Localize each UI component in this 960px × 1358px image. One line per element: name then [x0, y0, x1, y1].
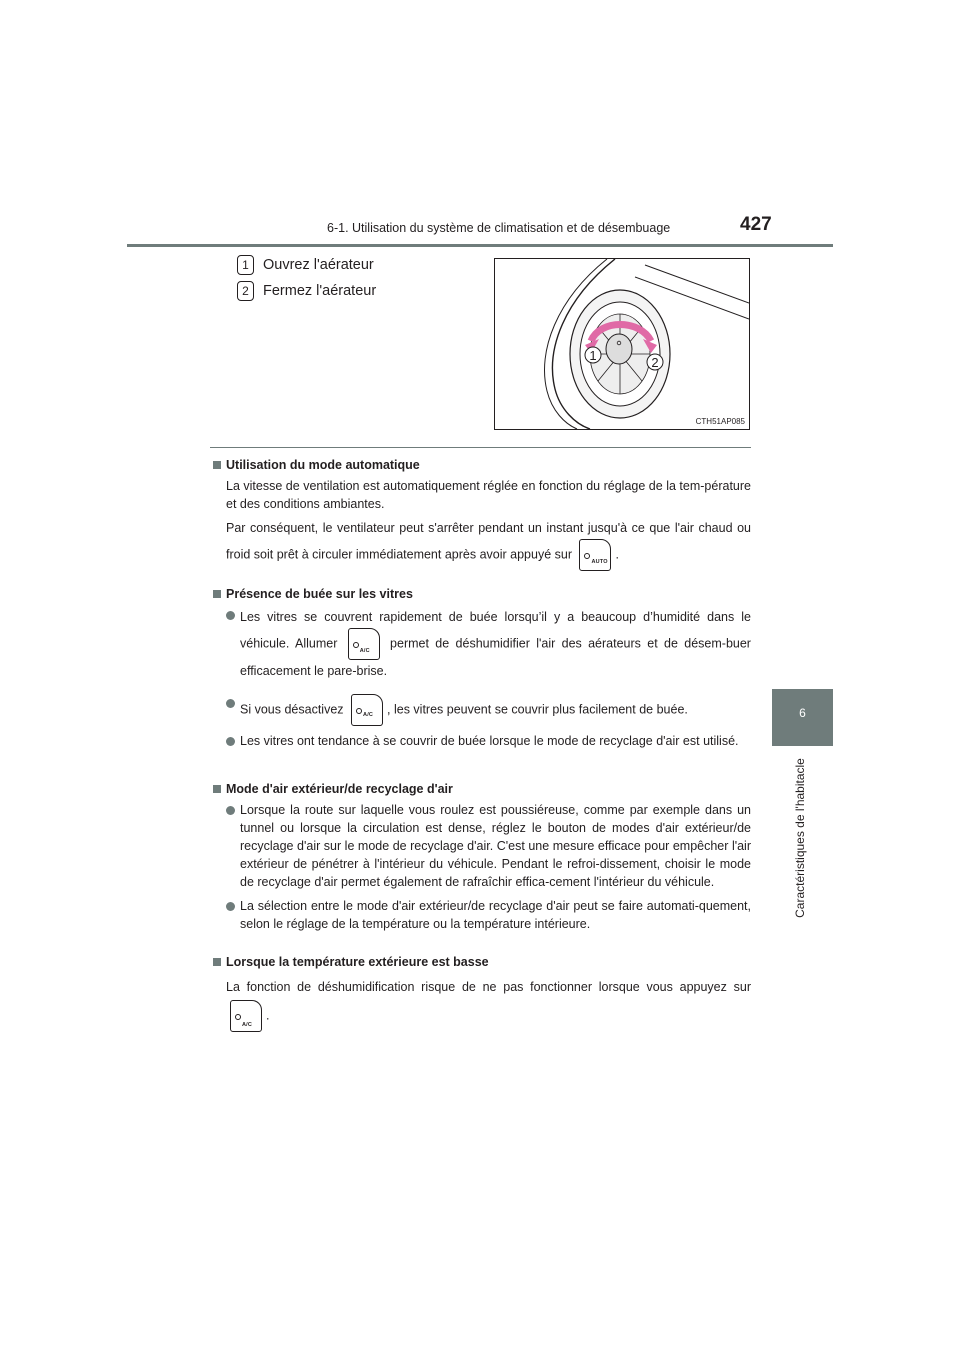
header-rule: [127, 244, 833, 247]
section-divider: [210, 447, 751, 448]
recirc-bullet-1: Lorsque la route sur laquelle vous roulez est poussiéreuse, comme par exemple dans un tunnel ou lorsque la circulation est dense, réglez le bouton de modes d'air extérieur/de recyclage d'air sur le mode de recyclage d'air. C'est une mesure efficace pour empêcher l'air extérieur de pénétrer à l'intérieur du véhicule. Pendant le refroi-dissement, choisir le mode de recyclage d'air permet également de rafraîchir effica-cement l'intérieur du véhicule.: [210, 801, 751, 891]
chapter-label-text: Caractéristiques de l'habitacle: [793, 758, 807, 918]
ac-button-icon-2: [351, 694, 383, 726]
step-1-text: Ouvrez l'aérateur: [263, 256, 374, 273]
ac-button-label-2: A/C: [363, 712, 374, 718]
section-title: 6-1. Utilisation du système de climatisation et de désembuage: [327, 221, 671, 235]
heading-low-temperature: Lorsque la température extérieure est basse: [210, 953, 751, 971]
fog-bullet-2: [210, 694, 751, 726]
vent-illustration: [494, 258, 750, 430]
heading-recirculation: Mode d'air extérieur/de recyclage d'air: [210, 780, 751, 798]
low-temp-paragraph: [210, 974, 751, 1032]
auto-mode-paragraph-2: [210, 517, 751, 571]
page-number: 427: [740, 214, 772, 235]
callout-2: 2: [651, 355, 659, 370]
section-fog: [210, 585, 751, 750]
section-low-temperature: [210, 953, 751, 1032]
ac-button-label: A/C: [359, 648, 370, 654]
heading-auto-mode: Utilisation du mode automatique: [210, 456, 751, 474]
low-temp-paragraph-text: La fonction de déshumidification risque de ne pas fonctionner lorsque vous appuyez sur: [226, 980, 751, 994]
section-auto-mode: [210, 456, 751, 571]
chapter-number: 6: [799, 706, 806, 720]
vent-drawing: [495, 259, 749, 429]
step-2-text: Fermez l'aérateur: [263, 282, 377, 299]
fog-bullet-3: Les vitres ont tendance à se couvrir de buée lorsque le mode de recyclage d'air est utilisé.: [210, 732, 751, 750]
auto-mode-paragraph-1: La vitesse de ventilation est automatiquement réglée en fonction du réglage de la tem-pérature et des conditions ambiantes.: [226, 479, 751, 511]
step-2-badge: 2: [237, 281, 254, 301]
fog-bullet-2-text-end: , les vitres peuvent se couvrir plus facilement de buée.: [387, 702, 688, 717]
ac-button-label-3: A/C: [242, 1022, 253, 1028]
step-2: [237, 281, 376, 301]
recirc-bullet-2: La sélection entre le mode d'air extérieur/de recyclage d'air peut se faire automati-quement, selon le réglage de la température ou la température intérieure.: [210, 897, 751, 933]
figure-code: CTH51AP085: [695, 417, 745, 426]
section-recirculation: [210, 780, 751, 933]
fog-bullet-1-text: Les vitres se couvrent rapidement de buée lorsqu’il y a beaucoup d’humidité dans le véhicule. Allumer: [240, 610, 751, 651]
chapter-label: [780, 750, 820, 930]
auto-button-label: AUTO: [591, 559, 608, 565]
ac-button-icon-3: [230, 1000, 262, 1032]
auto-mode-paragraph-2-end: .: [615, 547, 619, 562]
auto-button-icon: [579, 539, 611, 571]
fog-bullet-1: [210, 606, 751, 682]
ac-button-icon: [348, 628, 380, 660]
chapter-tab: [772, 689, 833, 746]
fog-bullet-1-text-end: permet de déshumidifier l'air des aérateurs et de désem-buer efficacement le pare-brise.: [240, 636, 751, 678]
low-temp-paragraph-end: .: [266, 1008, 270, 1023]
heading-fog: Présence de buée sur les vitres: [210, 585, 751, 603]
fog-bullet-2-text: Si vous désactivez: [240, 702, 344, 717]
step-1-badge: 1: [237, 255, 254, 275]
callout-1: 1: [589, 348, 597, 363]
auto-mode-paragraph-2-text: Par conséquent, le ventilateur peut s'arrêter pendant un instant jusqu'à ce que l'air chaud ou froid soit prêt à circuler immédiatement après avoir appuyé sur: [226, 521, 751, 562]
step-1: [237, 255, 374, 275]
